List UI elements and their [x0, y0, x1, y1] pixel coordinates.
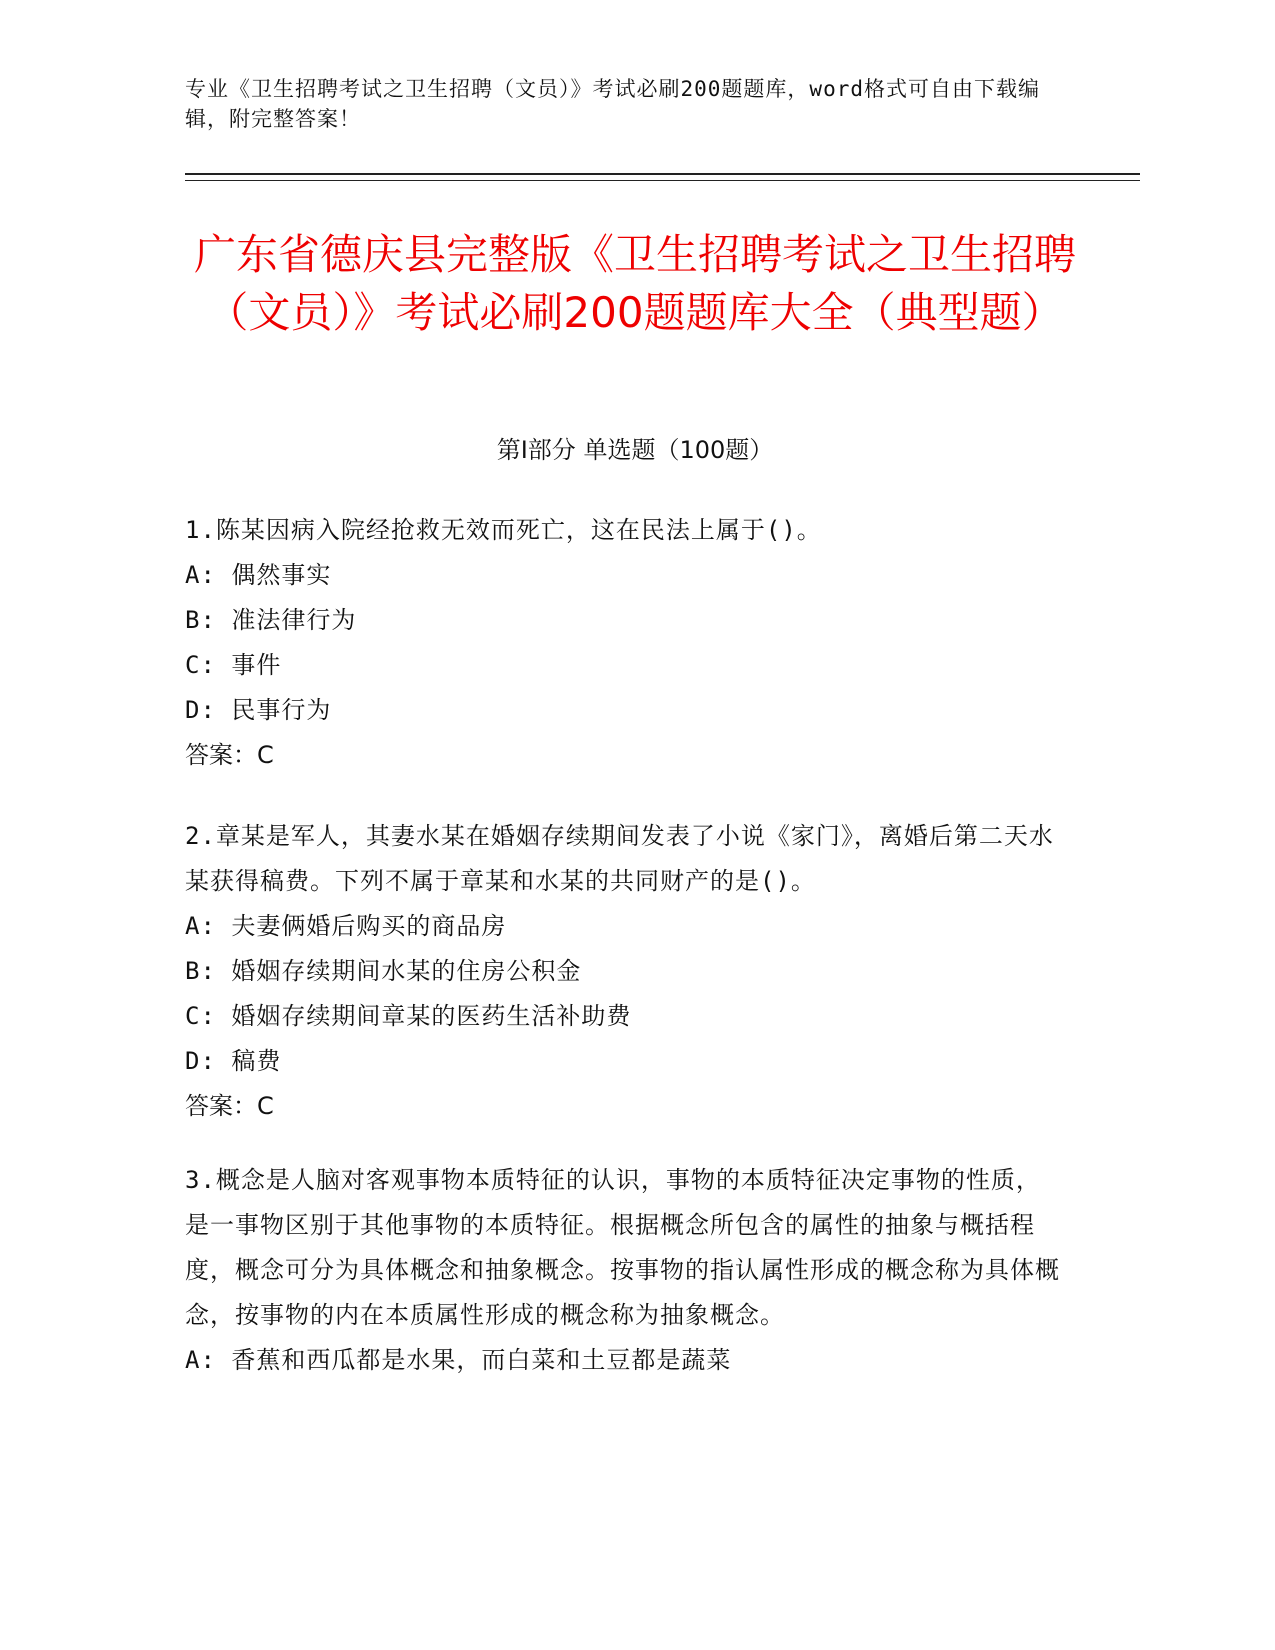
question-2-option-b: B: 婚姻存续期间水某的住房公积金: [185, 957, 582, 985]
question-1-text: 1.陈某因病入院经抢救无效而死亡，这在民法上属于()。: [185, 516, 822, 544]
question-1: [185, 508, 1065, 778]
question-1-option-c: C: 事件: [185, 651, 282, 679]
question-3-option-a: A: 香蕉和西瓜都是水果，而白菜和土豆都是蔬菜: [185, 1346, 732, 1374]
question-1-option-a: A: 偶然事实: [185, 561, 332, 589]
question-2-option-d: D: 稿费: [185, 1047, 282, 1075]
header-divider-thick: [185, 173, 1140, 175]
question-2: [185, 814, 1065, 1129]
section-heading: 第Ⅰ部分 单选题（100题）: [496, 436, 774, 464]
header-note: 专业《卫生招聘考试之卫生招聘（文员）》考试必刷200题题库，word格式可自由下载编辑，附完整答案！: [185, 77, 1040, 131]
question-1-answer: 答案：C: [185, 741, 274, 769]
question-2-answer: 答案：C: [185, 1092, 274, 1120]
question-1-option-d: D: 民事行为: [185, 696, 332, 724]
question-3: [185, 1158, 1065, 1383]
question-2-option-a: A: 夫妻俩婚后购买的商品房: [185, 912, 507, 940]
question-2-option-c: C: 婚姻存续期间章某的医药生活补助费: [185, 1002, 632, 1030]
document-title: 广东省德庆县完整版《卫生招聘考试之卫生招聘（文员）》考试必刷200题题库大全（典型题）: [193, 230, 1076, 337]
question-3-text: 3.概念是人脑对客观事物本质特征的认识，事物的本质特征决定事物的性质，是一事物区别于其他事物的本质特征。根据概念所包含的属性的抽象与概括程度，概念可分为具体概念和抽象概念。按事物的指认属性形成的概念称为具体概念，按事物的内在本质属性形成的概念称为抽象概念。: [185, 1166, 1060, 1329]
question-2-text: 2.章某是军人，其妻水某在婚姻存续期间发表了小说《家门》，离婚后第二天水某获得稿费。下列不属于章某和水某的共同财产的是()。: [185, 822, 1054, 895]
question-1-option-b: B: 准法律行为: [185, 606, 357, 634]
header-divider-thin: [185, 180, 1140, 181]
